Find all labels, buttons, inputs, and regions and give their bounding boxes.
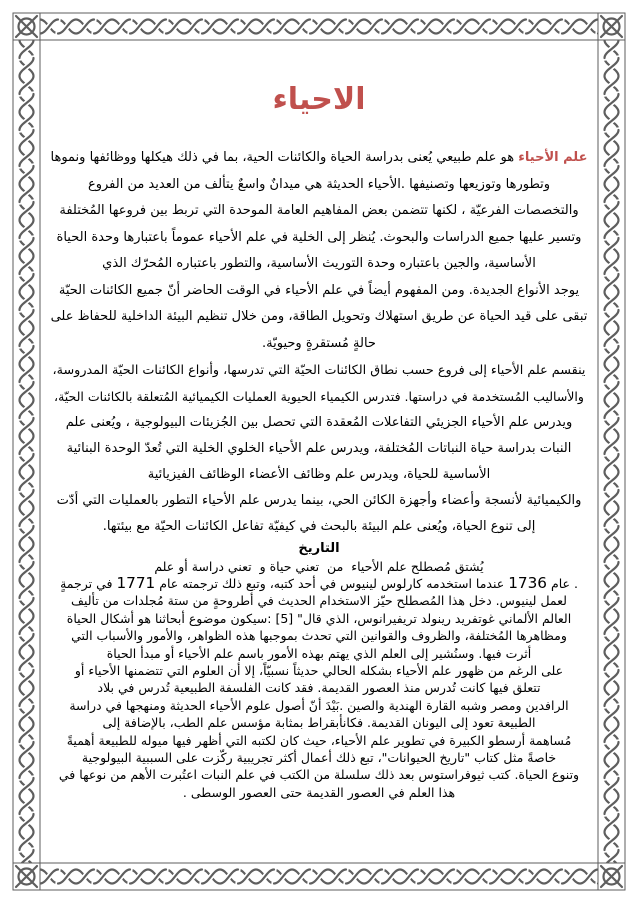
text-line: ومظاهرها المُختلفة، والظروف والقوانين التي تحدث بموجبها هذه الظواهر، والأمور والأسباب التي [71,628,567,644]
text-line: خاصةً مثل كتاب "تاريخ الحيوانات"، تبع ذلك أعمال أكثر تجريبية ركّزت على السببية البيولوجية [81,749,557,765]
text-line: يوجد الأنواع الجديدة. ومن المفهوم أيضاً في علم الأحياء في الوقت الحاضر أنّ جميع الكائنات الحيّة [58,282,580,298]
text-line [50,575,588,592]
text-line: تبقى على قيد الحياة عن طريق استهلاك وتحويل الطاقة، ومن خلال تنظيم البيئة الداخلية للحفاظ على [50,309,588,324]
text-line: لعمل لينيوس. دخل هذا المُصطلح حيّز الاستخدام الحديث في أطروحةٍ من ستة مُجلدات من تأليف [71,593,567,609]
text-line: العالم الألماني غوتفريد رينولد تريفيرانوس، الذي قال" [5] :سيكون موضوع أبحاثنا هو أشكال الحياة [66,610,572,626]
text-line: وتسير عليها جميع الدراسات والبحوث. يُنظر إلى الخلية في علم الأحياء عموماً باعتبارها وحدة الحياة [56,229,582,245]
text-line: الرافدين ومصر وشبه القارة الهندية والصين .بَيْدَ أنّ أصول علوم الأحياء الحديثة ومنهجها في دراسة [69,697,569,713]
text-span: . عام [547,575,578,591]
border-right-band [598,40,625,863]
text-line: والكيميائية لأنسجة وأعضاء وأجهزة الكائن الحي، بينما يدرس علم الأحياء التطور بالعمليات التي أدّت [56,493,582,508]
text-line: إلى تنوع الحياة، ويُعنى علم البيئة بالبحث في كيفيّة تفاعل الكائنات الحيّة مع بيئتها. [102,519,536,534]
text-line: على الرغم من ظهور علم الأحياء بشكله الحالي حديثاً نسبيّاً، إلا أن العلوم التي تتضمنها الأحياء أو [74,662,564,678]
text-span: في ترجمةٍ [60,575,117,591]
text-line: النبات بدراسة حياة النباتات المُختلفة، ويدرس علم الأحياء الخلوي الخلية التي تُعدّ الوحدة البنائية [66,441,572,456]
border-bottom-band [40,863,598,890]
text-line: وتنوع الحياة. كتب ثيوفراستوس بعد ذلك سلسلة من الكتب في علم النبات اعتُبرت الأهم من نوعها في [58,767,580,783]
text-line: الأساسية للحياة، ويدرس علم وظائف الأعضاء الوظائف الفيزيائية [147,467,491,482]
branches-paragraph [50,358,588,540]
corner-knot-top-right [598,13,625,40]
text-line: يُشتق مُصطلح علم الأحياء من تعني حياة و تعني دراسة أو علم [154,558,484,574]
text-line [50,145,588,172]
text-span: عندما استخدمه كارلوس لينيوس في أحد كتبه، وتبع ذلك ترجمته عام [155,575,509,591]
text-line: أثرت فيها. وسنُشير إلى العلم الذي يهتم بهذه الأمور باسم علم الأحياء أو مبدأ الحياة [106,645,532,661]
border-left-band [13,40,40,863]
text-line: والأساليب المُستخدمة في دراستها. فتدرس الكيمياء الحيوية العمليات الكيميائية المُتعلقة بالكائنات الحيّة، [54,389,584,404]
year-number: 1736 [508,574,547,592]
text-line: الأساسية، والجين باعتباره وحدة التوريث الأساسية، والتطور باعتباره المُحرّك الذي [102,256,536,271]
text-line: ويدرس علم الأحياء الجزيئي التفاعلات المُعقدة التي تحصل بين الجُزيئات البيولوجية ، ويُعنى علم [65,415,573,430]
page-title: الاحياء [272,82,366,117]
corner-knot-bottom-left [13,863,40,890]
year-number: 1771 [116,574,156,592]
corner-knot-top-left [13,13,40,40]
text-line: مُساهمة أرسطو الكبيرة في تطوير علم الأحياء، حيث كان لكتبه التي أظهر فيها ميوله للطبيعة أهميةً [66,732,572,748]
text-line: الطبيعة تعود إلى اليونان القديمة. فكانأبقراط بمثابة مؤسس علم الطب، بالإضافة إلى [102,715,536,731]
section-heading: التاريخ [298,541,340,556]
text-line: هذا العلم في العصور القديمة حتى العصور الوسطى . [182,784,456,800]
term-highlight: علم الأحياء [518,150,588,165]
text-line: وتطورها وتوزيعها وتصنيفها .الأحياء الحديثة هي ميدانٌ واسعٌ يتألف من العديد من الفروع [87,176,551,192]
border-top-band [40,13,598,40]
corner-knot-bottom-right [598,863,625,890]
text-line: والتخصصات الفرعيّة ، لكنها تتضمن بعض المفاهيم العامة الموحدة التي تربط بين فروعها المُختلفة [59,203,579,218]
text-span: هو علم طبيعي يُعنى بدراسة الحياة والكائنات الحية، بما في ذلك هيكلها ووظائفها ونموها [50,150,519,165]
intro-paragraph [50,145,588,357]
text-line: تتعلق فيها كانت تُدرس منذ العصور القديمة. فقد كانت الفلسفة الطبيعية تُدرس في بلاد [97,680,541,696]
text-line: ينقسم علم الأحياء إلى فروع حسب نطاق الكائنات الحيّة التي تدرسها، وأنواع الكائنات الحيّة المدروسة، [52,363,586,378]
text-line: حالةٍ مُستقرةٍ وحيويّة. [262,335,376,351]
history-paragraph [50,558,588,802]
